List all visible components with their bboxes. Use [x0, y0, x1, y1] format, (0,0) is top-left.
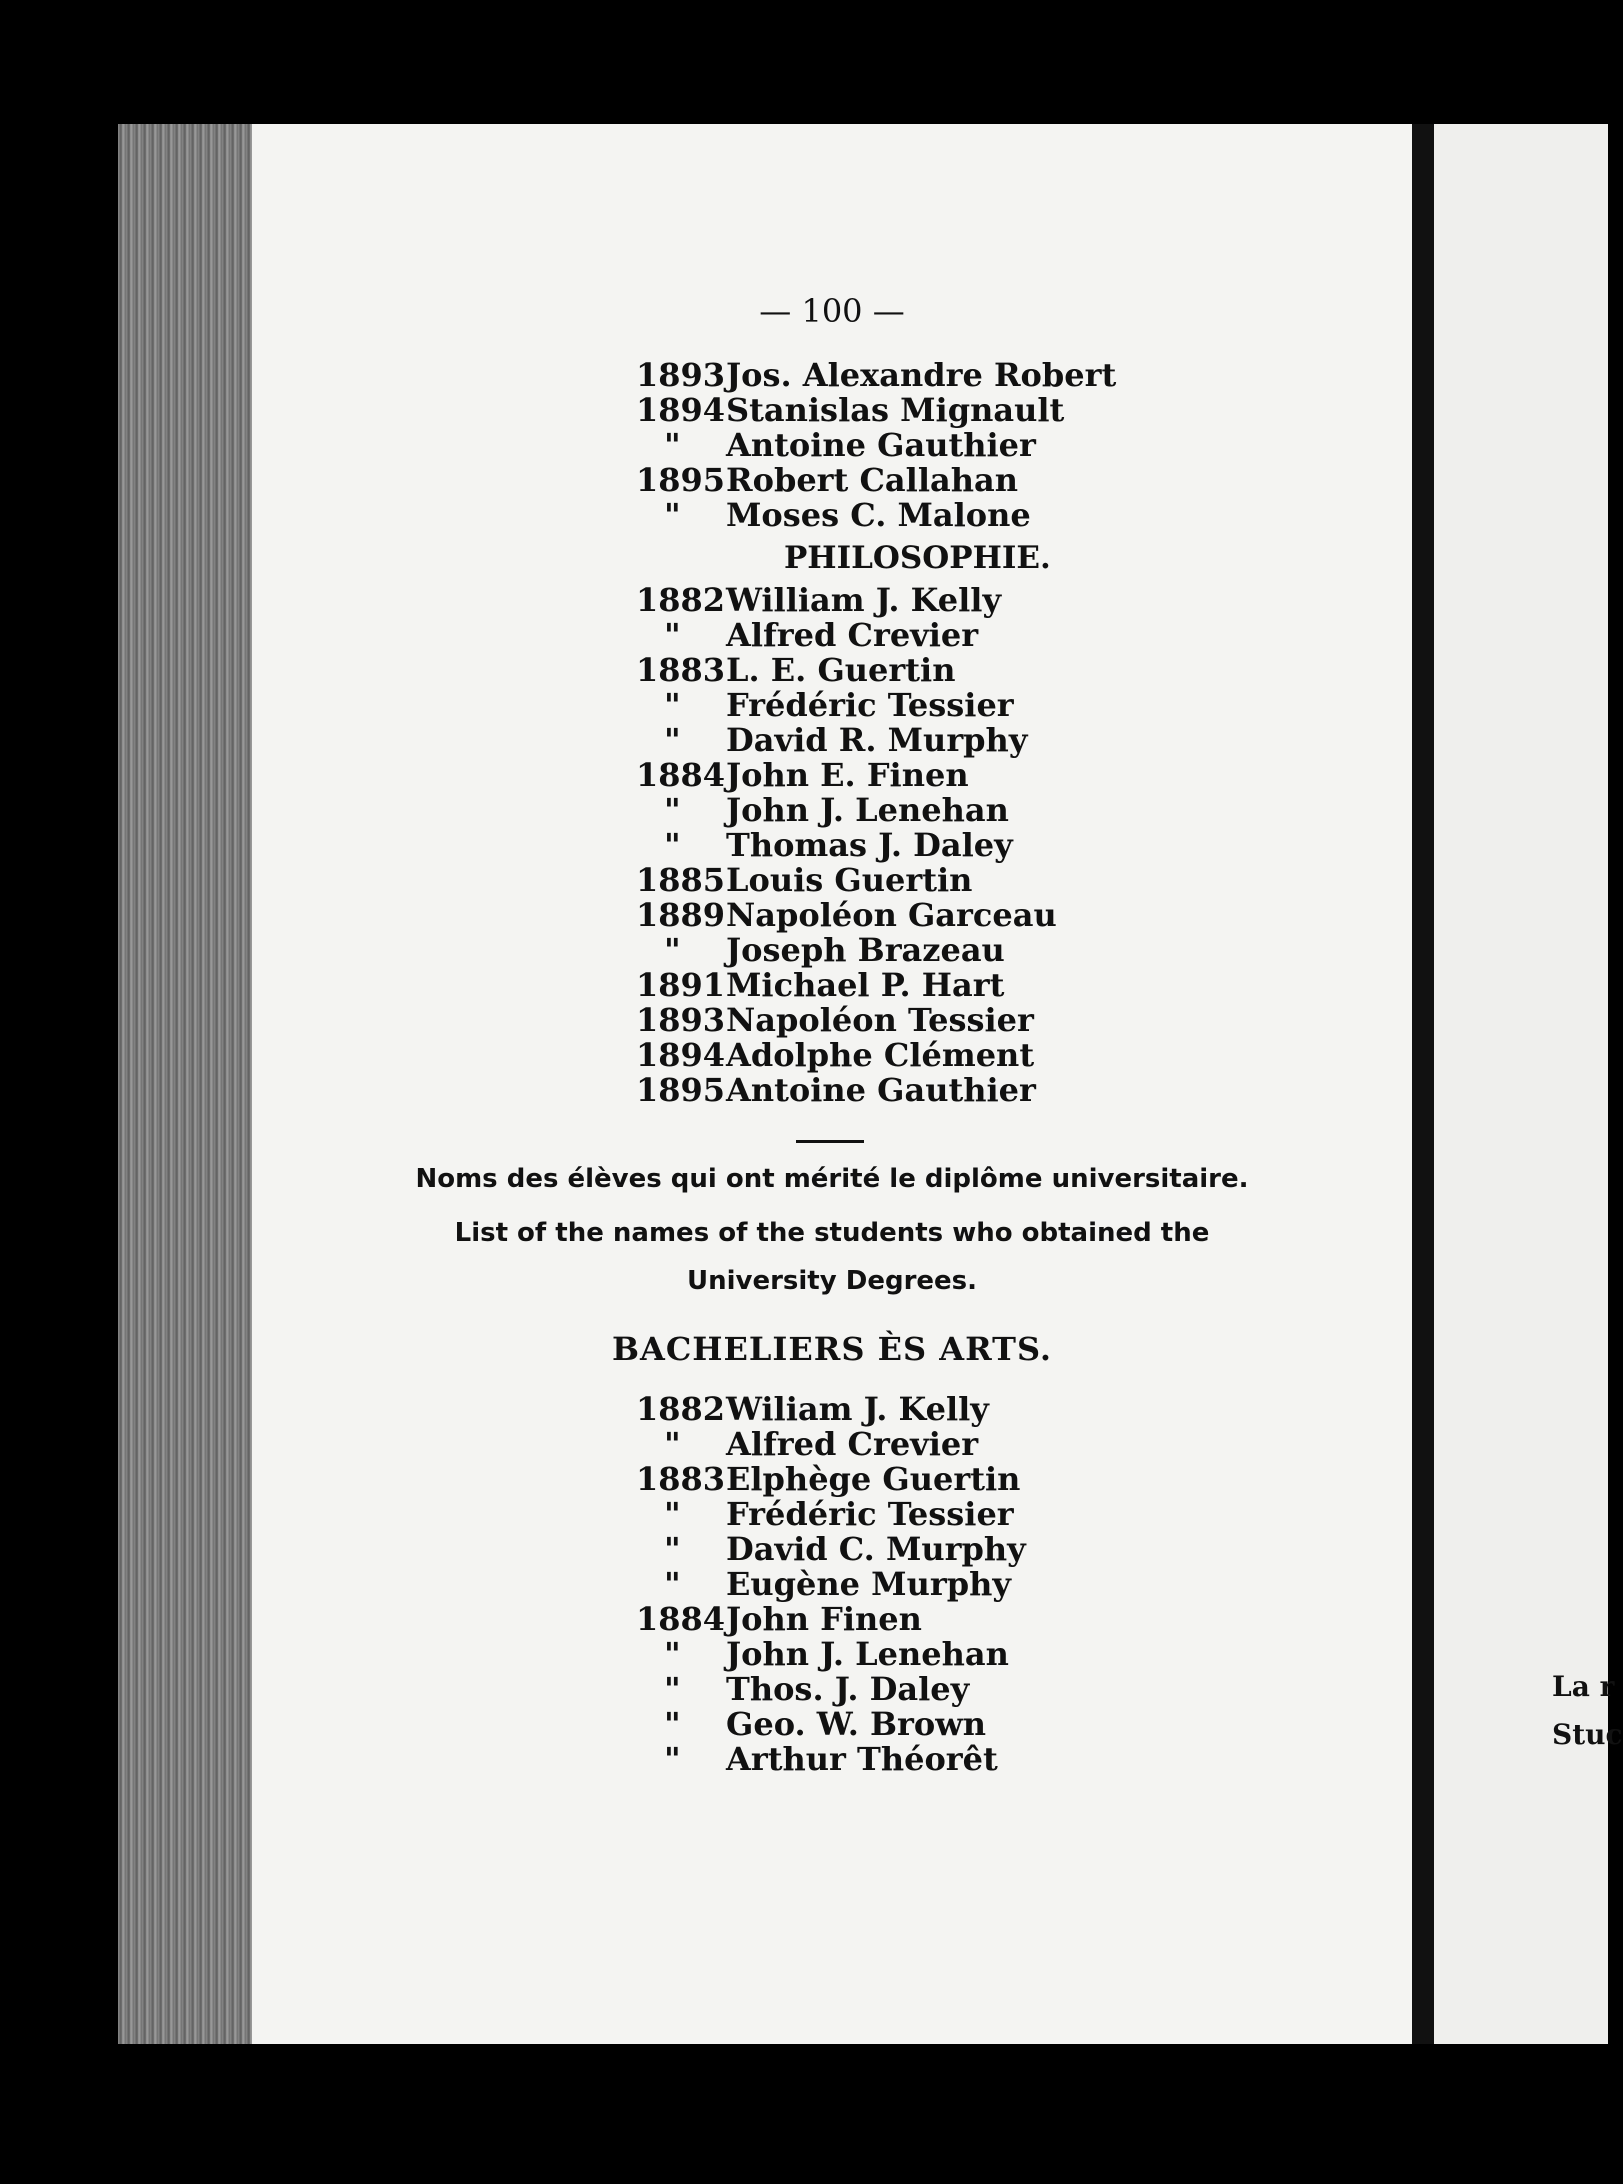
list-item: [636, 393, 1236, 428]
entry-year: 1893: [636, 1001, 726, 1039]
entry-name: Thomas J. Daley: [726, 826, 1013, 864]
entry-year: 1882: [636, 581, 726, 619]
entry-name: Joseph Brazeau: [726, 931, 1005, 969]
entry-name: Adolphe Clément: [726, 1036, 1035, 1074]
entry-year: 1895: [636, 461, 726, 499]
entry-year: 1883: [636, 651, 726, 689]
list-item: [636, 583, 1236, 618]
entry-name: Jos. Alexandre Robert: [726, 356, 1117, 394]
list-item: [636, 933, 1236, 968]
entry-year: 1891: [636, 966, 726, 1004]
entry-name: David C. Murphy: [726, 1530, 1026, 1568]
entry-name: Geo. W. Brown: [726, 1705, 987, 1743]
list-item: [636, 1672, 1236, 1707]
entry-ditto: ": [664, 791, 681, 829]
entry-name: Stanislas Mignault: [726, 391, 1065, 429]
list-item: [636, 758, 1236, 793]
entry-ditto: ": [664, 1530, 681, 1568]
entry-name: David R. Murphy: [726, 721, 1028, 759]
first-name-list: [636, 358, 1236, 1108]
entry-year: 1885: [636, 861, 726, 899]
list-item: [636, 723, 1236, 758]
entry-name: Napoléon Tessier: [726, 1001, 1034, 1039]
entry-year: 1882: [636, 1390, 726, 1428]
entry-name: Wiliam J. Kelly: [726, 1390, 989, 1428]
entry-name: Arthur Théorêt: [726, 1740, 998, 1778]
entry-year: 1884: [636, 1600, 726, 1638]
entry-name: Napoléon Garceau: [726, 896, 1057, 934]
entry-name: Moses C. Malone: [726, 496, 1031, 534]
entry-name: Eugène Murphy: [726, 1565, 1011, 1603]
list-item: [636, 358, 1236, 393]
list-item: [636, 1073, 1236, 1108]
bacheliers-heading: BACHELIERS ÈS ARTS.: [611, 1330, 1053, 1368]
entry-name: Michael P. Hart: [726, 966, 1005, 1004]
list-item: [636, 793, 1236, 828]
entry-ditto: ": [664, 1495, 681, 1533]
entry-ditto: ": [664, 826, 681, 864]
entry-name: Frédéric Tessier: [726, 1495, 1014, 1533]
right-page-fragment: [1434, 124, 1623, 2044]
entry-ditto: ": [664, 1740, 681, 1778]
list-item: [636, 498, 1236, 533]
entry-name: Elphège Guertin: [726, 1460, 1021, 1498]
list-item: [636, 863, 1236, 898]
list-item: [636, 1462, 1236, 1497]
entry-ditto: ": [664, 1635, 681, 1673]
list-item: [636, 653, 1236, 688]
entry-name: John J. Lenehan: [726, 1635, 1009, 1673]
list-item: [636, 898, 1236, 933]
entry-name: John Finen: [726, 1600, 922, 1638]
entry-ditto: ": [664, 1565, 681, 1603]
entry-name: Robert Callahan: [726, 461, 1018, 499]
list-item: [636, 1637, 1236, 1672]
list-item: [636, 688, 1236, 723]
list-item: [636, 463, 1236, 498]
entry-ditto: ": [664, 616, 681, 654]
entry-name: Alfred Crevier: [726, 1425, 979, 1463]
list-item: [636, 1602, 1236, 1637]
list-item: [636, 1392, 1236, 1427]
book-gutter: [1412, 124, 1434, 2044]
entry-year: 1884: [636, 756, 726, 794]
list-item: [636, 618, 1236, 653]
list-item: [636, 1427, 1236, 1462]
entry-year: 1883: [636, 1460, 726, 1498]
entry-ditto: ": [664, 1670, 681, 1708]
french-caption: Noms des élèves qui ont mérité le diplôme universitaire.: [415, 1164, 1249, 1194]
entry-ditto: ": [664, 496, 681, 534]
entry-name: John E. Finen: [726, 756, 969, 794]
entry-ditto: ": [664, 721, 681, 759]
section-divider: [796, 1140, 864, 1143]
entry-name: John J. Lenehan: [726, 791, 1009, 829]
philosophie-heading: PHILOSOPHIE.: [784, 540, 1051, 576]
entry-year: 1894: [636, 391, 726, 429]
entry-year: 1893: [636, 356, 726, 394]
list-item: [636, 1567, 1236, 1602]
bacheliers-list: [636, 1392, 1236, 1777]
right-page-text-1: La r: [1552, 1670, 1615, 1703]
entry-name: William J. Kelly: [726, 581, 1002, 619]
list-item: [636, 428, 1236, 463]
entry-ditto: ": [664, 1705, 681, 1743]
english-caption-line-1: List of the names of the students who obtained the: [454, 1218, 1210, 1248]
entry-name: Antoine Gauthier: [726, 1071, 1036, 1109]
english-caption-line-2: University Degrees.: [686, 1266, 978, 1296]
list-item: [636, 1532, 1236, 1567]
entry-ditto: ": [664, 1425, 681, 1463]
entry-ditto: ": [664, 931, 681, 969]
entry-year: 1894: [636, 1036, 726, 1074]
entry-year: 1895: [636, 1071, 726, 1109]
list-item: [636, 1038, 1236, 1073]
book-page-edges: [118, 124, 252, 2044]
entry-name: L. E. Guertin: [726, 651, 956, 689]
list-item: [636, 828, 1236, 863]
list-item: [636, 1742, 1236, 1777]
list-item: [636, 1497, 1236, 1532]
entry-year: 1889: [636, 896, 726, 934]
entry-name: Thos. J. Daley: [726, 1670, 970, 1708]
list-item: [636, 968, 1236, 1003]
entry-name: Frédéric Tessier: [726, 686, 1014, 724]
entry-name: Louis Guertin: [726, 861, 973, 899]
right-page-text-2: Stuc: [1552, 1718, 1623, 1751]
list-item: [636, 1003, 1236, 1038]
entry-ditto: ": [664, 686, 681, 724]
list-item: [636, 1707, 1236, 1742]
page-number: — 100 —: [759, 292, 905, 330]
entry-name: Antoine Gauthier: [726, 426, 1036, 464]
entry-ditto: ": [664, 426, 681, 464]
entry-name: Alfred Crevier: [726, 616, 979, 654]
left-page: [252, 124, 1412, 2044]
